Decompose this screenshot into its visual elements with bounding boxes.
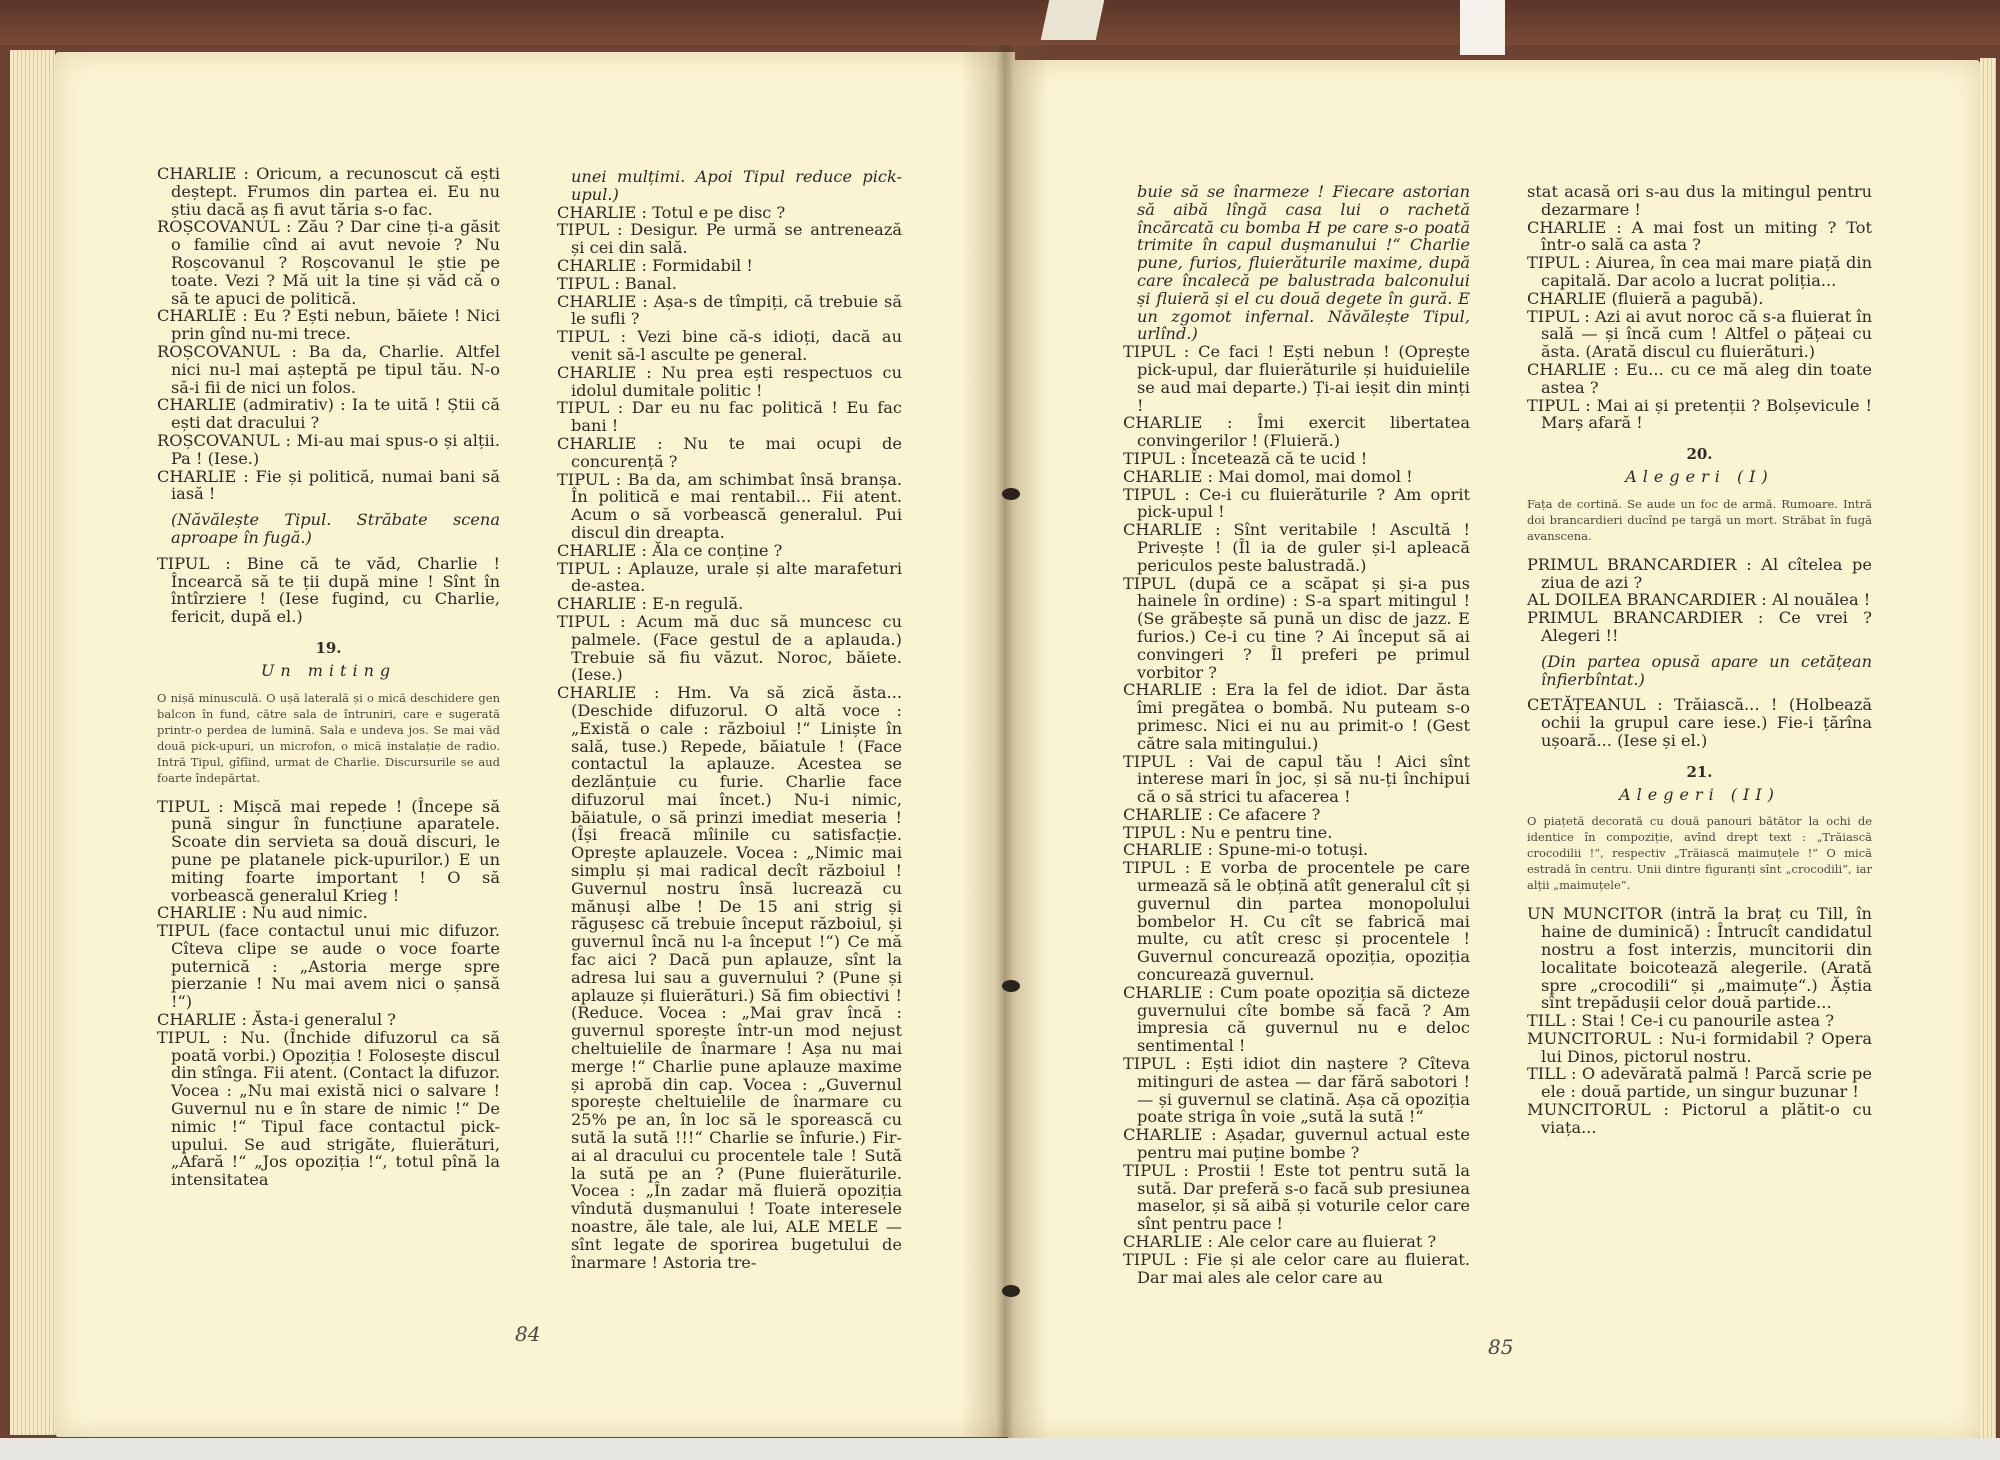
dialogue-line: TILL : Stai ! Ce-i cu panourile astea ? [1527,1011,1834,1031]
binding-clip [1002,488,1020,500]
book-cover-top [0,0,2000,45]
binding-clip [1002,980,1020,992]
page-number-left: 84 [515,1322,541,1346]
dialogue-line: CHARLIE : Îmi exercit libertatea convingerilor ! (Fluieră.) [1123,413,1470,451]
dialogue-line: TIPUL : E vorba de procentele pe care urmează să le obțină atît generalul cît și guvernul din partea monopolului bombelor H. Cu cît se fabrică mai multe, cu atît cresc și procentele ! Guvernul concurează opoziția, opoziția concurează guvernul. [1123,858,1470,985]
dialogue-line: CHARLIE : Nu prea ești respectuos cu idolul dumitale politic ! [557,362,902,400]
right-page-column-2 [1527,183,1872,1137]
stage-direction: (Năvălește Tipul. Străbate scena aproape în fugă.) [171,510,500,547]
dialogue-line: AL DOILEA BRANCARDIER : Al nouălea ! [1527,590,1871,610]
dialogue-line: TILL : O adevărată palmă ! Parcă scrie pe ele : două partide, un singur buzunar ! [1527,1064,1872,1102]
dialogue-line: CHARLIE : Era la fel de idiot. Dar ăsta îmi pregătea o bombă. Nu puteam s-o primesc. Nici ei nu au primit-o ! (Gest către sala mitingului.) [1123,680,1470,753]
dialogue-line: TIPUL : Desigur. Pe urmă se antrenează și cei din sală. [557,220,902,258]
scene-description: O piațetă decorată cu două panouri bătător la ochi de identice în compoziție, avînd drept text : „Trăiască crocodilii !“, respectiv „Trăiască maimuțele !“ O mică estradă în centru. Unii dintre figuranți sînt „crocodili“, iar alții „maimuțele“. [1527,814,1872,893]
dialogue-line: CETĂȚEANUL : Trăiască... ! (Holbează ochii la grupul care iese.) Fie-i țărîna ușoară... (Iese și el.) [1527,695,1872,750]
scene-description: Fața de cortină. Se aude un foc de armă. Rumoare. Intră doi brancardieri ducînd pe targă un mort. Străbat în fugă avanscena. [1527,496,1872,543]
left-page-column-1 [157,165,500,1189]
dialogue-line: MUNCITORUL : Pictorul a plătit-o cu viața... [1527,1100,1872,1137]
dialogue-line: TIPUL : Încetează că te ucid ! [1123,448,1368,468]
dialogue-line: CHARLIE : Oricum, a recunoscut că ești deștept. Frumos din partea ei. Eu nu știu dacă aș fi avut tăria s-o fac. [157,164,500,219]
dialogue-line: CHARLIE : Ce afacere ? [1123,804,1321,824]
dialogue-line: TIPUL (face contactul unui mic difuzor. Cîteva clipe se aude o voce foarte puternică : „Astoria merge spre pierzanie ! Nu mai avem nici o șansă !“) [157,921,500,1012]
dialogue-line: ROȘCOVANUL : Mi-au mai spus-o și alții. Pa ! (Iese.) [157,430,500,468]
dialogue-line: CHARLIE : E-n regulă. [557,594,744,614]
dialogue-line: TIPUL : Ce-i cu fluierăturile ? Am oprit pick-upul ! [1123,484,1470,522]
paper-tab [1041,0,1105,40]
dialogue-line: CHARLIE : Spune-mi-o totuși. [1123,840,1369,860]
left-page-column-2 [557,168,902,1271]
scene-number: 21. [1686,762,1713,781]
dialogue-line: CHARLIE (admirativ) : Ia te uită ! Știi că ești dat dracului ? [157,395,500,433]
page-edges [10,50,55,1435]
dialogue-line: CHARLIE : Mai domol, mai domol ! [1123,466,1413,486]
dialogue-line: TIPUL : Acum mă duc să muncesc cu palmele. (Face gestul de a aplauda.) Trebuie să fiu văzut. Noroc, băiete. (Iese.) [557,611,902,685]
dialogue-line: CHARLIE : Fie și politică, numai bani să iasă ! [157,466,500,504]
dialogue-line: CHARLIE : Așadar, guvernul actual este pentru mai puține bombe ? [1123,1125,1470,1163]
dialogue-line: ROȘCOVANUL : Ba da, Charlie. Altfel nici nu-l mai așteptă pe tipul tău. N-o să-i fii de nici un folos. [157,341,500,397]
dialogue-line: CHARLIE : Formidabil ! [557,255,753,275]
dialogue-line: TIPUL : Fie și ale celor care au fluierat. Dar mai ales ale celor care au [1123,1249,1470,1287]
dialogue-line: TIPUL : Aiurea, în cea mai mare piață din capitală. Dar acolo a lucrat poliția... [1527,253,1872,290]
dialogue-line: UN MUNCITOR (intră la braț cu Till, în haine de duminică) : Întrucît candidatul nostru a fost interzis, muncitorii din localitate boicotează alegerile. (Arată spre „crocodili“ și „maimuțe“.) Ăștia sînt trepădușii celor două partide... [1527,904,1872,1013]
dialogue-line: TIPUL : Mișcă mai repede ! (Începe să pună singur în funcțiune aparatele. Scoate din servieta sa două discuri, le pune pe platanele pick-upurilor.) E un miting foarte important ! O să vorbească generalul Krieg ! [157,796,500,905]
dialogue-line: TIPUL : Ce faci ! Ești nebun ! (Oprește pick-upul, dar fluierăturile și huiduielile se aud mai departe.) Ți-ai ieșit din minți ! [1123,342,1470,415]
dialogue-line: TIPUL : Vai de capul tău ! Aici sînt interese mari în joc, și să nu-ți închipui că o să strici tu afacerea ! [1123,751,1470,807]
dialogue-line: TIPUL : Nu. (Închide difuzorul ca să poată vorbi.) Opoziția ! Folosește discul din stînga. Fii atent. (Contact la difuzor. Vocea : „Nu mai există nici o salvare ! Guvernul nu e în stare de nimic !“ De nimic !“ Tipul face contactul pick-upului. Se aud strigăte, fluierături, „Afară !“ „Jos opoziția !“, totul pînă la intensitatea [157,1027,500,1190]
dialogue-line: TIPUL : Ba da, am schimbat însă branșa. În politică e mai rentabil... Fii atent. Acum o să vorbească generalul. Pui discul din dreapta. [557,469,902,542]
page-edges [1980,58,1996,1438]
stage-direction: unei mulțimi. Apoi Tipul reduce pick-upul.) [571,167,902,204]
dialogue-line: CHARLIE : Ăla ce conține ? [557,540,783,560]
dialogue-line: MUNCITORUL : Nu-i formidabil ? Opera lui Dinos, pictorul nostru. [1527,1028,1872,1066]
dialogue-line: PRIMUL BRANCARDIER : Al cîtelea pe ziua de azi ? [1527,554,1872,592]
dialogue-line: TIPUL : Prostii ! Este tot pentru sută la sută. Dar preferă s-o facă sub presiunea maselor, și să aibă și voturile celor care sînt pentru pace ! [1123,1160,1470,1234]
dialogue-line: TIPUL : Banal. [557,273,677,293]
binding-clip [1002,1285,1020,1297]
dialogue-line: CHARLIE : Hm. Va să zică ăsta... (Deschide difuzorul. O altă voce : „Există o cale : războiul !“ Liniște în sală, tuse.) Repede, băiatule ! (Face contactul la aplauze. Acestea se dezlănțuie cu furie. Charlie face difuzorul mai încet.) Nu-i nimic, băiatule, o să prinzi imediat meseria ! (Își freacă mîinile cu satisfacție. Oprește aplauzele. Vocea : „Nimic mai simplu și mai radical decît războiul ! Guvernul nostru însă lucrează cu mănuși albe ! De 15 ani strig și răgușesc că trebuie început războiul, și guvernul încă nu l-a început !“) Ce mă fac aici ? Dacă pun aplauze, sînt la adresa lui sau a guvernului ? (Pune și aplauze și fluierături.) Să fim obiectivi ! (Reduce. Vocea : „Mai grav încă : guvernul sporește într-un mod nejust cheltuielile de înarmare ! Așa nu mai merge !“ Charlie pune aplauze maxime și aprobă din cap. Vocea : „Guvernul sporește cheltuielile de înarmare cu 25% pe an, în loc să le sporească cu sută la sută !!!“ Charlie se înfurie.) Fir-ai al dracului cu procentele tale ! Sută la sută pe an ? (Pune fluierăturile. Vocea : „În zadar mă fluieră opoziția vîndută dușmanului ! Toate interesele noastre, ăle tale, ale lui, ALE MELE — sînt legate de sporirea bugetului de înarmare ! Astoria tre- [557,683,902,1272]
dialogue-line: CHARLIE : Ăsta-i generalul ? [157,1010,396,1030]
dialogue-line: TIPUL : Azi ai avut noroc că s-a fluierat în sală — și încă cum ! Altfel o pățeai cu ăsta. (Arată discul cu fluierături.) [1527,306,1872,362]
right-page-column-1 [1123,183,1470,1286]
dialogue-line: CHARLIE : Eu... cu ce mă aleg din toate astea ? [1527,359,1872,397]
dialogue-line: CHARLIE : Nu aud nimic. [157,903,368,923]
scene-title: Alegeri (II) [1619,784,1780,804]
stage-direction: (Din partea opusă apare un cetățean înfierbîntat.) [1541,651,1872,689]
dialogue-line: CHARLIE : Sînt veritabile ! Ascultă ! Privește ! (Îl ia de guler și-l apleacă periculos peste balustradă.) [1123,520,1470,575]
dialogue-line: PRIMUL BRANCARDIER : Ce vrei ? Alegeri !! [1527,608,1872,645]
desk-surface [0,1438,2000,1460]
dialogue-line: CHARLIE : Cum poate opoziția să dicteze guvernului cîte bombe să facă ? Am impresia că guvernul nu e deloc sentimental ! [1123,982,1470,1056]
dialogue-line: TIPUL : Vezi bine că-s idioți, dacă au venit să-l asculte pe general. [557,327,902,364]
dialogue-line: TIPUL : Aplauze, urale și alte marafeturi de-astea. [557,558,902,596]
dialogue-line: CHARLIE (fluieră a pagubă). [1527,288,1764,308]
dialogue-line: TIPUL : Nu e pentru tine. [1123,822,1333,842]
paper-tab [1460,0,1505,55]
page-number-right: 85 [1488,1335,1514,1359]
dialogue-line: TIPUL : Dar eu nu fac politică ! Eu fac bani ! [557,398,902,436]
dialogue-line: ROȘCOVANUL : Zău ? Dar cine ți-a găsit o familie cînd ai avut nevoie ? Nu Roșcovanul ? Roșcovanul le știe pe toate. Vezi ? Mă uit la tine și văd că o să te apuci de politică. [157,217,500,308]
dialogue-line: TIPUL : Bine că te văd, Charlie ! Încearcă să te ții după mine ! Sînt în întîrziere ! (Iese fugind, cu Charlie, fericit, după el.) [157,553,500,627]
dialogue-line: CHARLIE : Eu ? Ești nebun, băiete ! Nici prin gînd nu-mi trece. [157,306,500,344]
scene-number: 20. [1686,445,1713,464]
dialogue-line: CHARLIE : A mai fost un miting ? Tot într-o sală ca asta ? [1527,217,1872,255]
dialogue-line: TIPUL : Ești idiot din naștere ? Cîteva mitinguri de astea — dar fără sabotori ! — și guvernul se clatină. Așa că opoziția poate striga în voie „sută la sută !“ [1123,1054,1470,1127]
dialogue-line: CHARLIE : Nu te mai ocupi de concurență ? [557,433,902,471]
dialogue-line: TIPUL (după ce a scăpat și și-a pus hainele în ordine) : S-a spart mitingul ! (Se grăbește să pună un disc de jazz. E furios.) Ce-i cu tine ? Ai început să ai convingeri ? Îl preferi pe primul vorbitor ? [1123,573,1470,682]
dialogue-line: CHARLIE : Așa-s de tîmpiți, că trebuie să le sufli ? [557,291,902,329]
dialogue-line: TIPUL : Mai ai și pretenții ? Bolșevicule ! Marș afară ! [1527,395,1872,433]
scene-title: Un miting [260,660,397,680]
dialogue-line: CHARLIE : Totul e pe disc ? [557,202,786,222]
scene-description: O nișă minusculă. O ușă laterală și o mică deschidere gen balcon în fund, către sala de întruniri, care e sugerată printr-o perdea de lumină. Sala e undeva jos. Se mai văd două pick-upuri, un microfon, o mică instalație de radio. Intră Tipul, gîfîind, urmat de Charlie. Discursurile se aud foarte îndepărtat. [157,690,500,785]
book-gutter [960,45,1050,1440]
dialogue-line: CHARLIE : Ale celor care au fluierat ? [1123,1232,1437,1252]
scene-number: 19. [315,638,342,657]
scene-title: Alegeri (I) [1625,466,1774,486]
dialogue-line: stat acasă ori s-au dus la mitingul pentru dezarmare ! [1527,182,1872,219]
stage-direction: buie să se înarmeze ! Fiecare astorian să aibă lîngă casa lui o rachetă încărcată cu bomba H pe care s-o poată trimite în capul dușmanului !“ Charlie pune, furios, fluierăturile maxime, după care încalecă pe balustrada balconului și fluieră și el cu două degete în gură. E un zgomot infernal. Năvălește Tipul, urlînd.) [1137,182,1470,344]
